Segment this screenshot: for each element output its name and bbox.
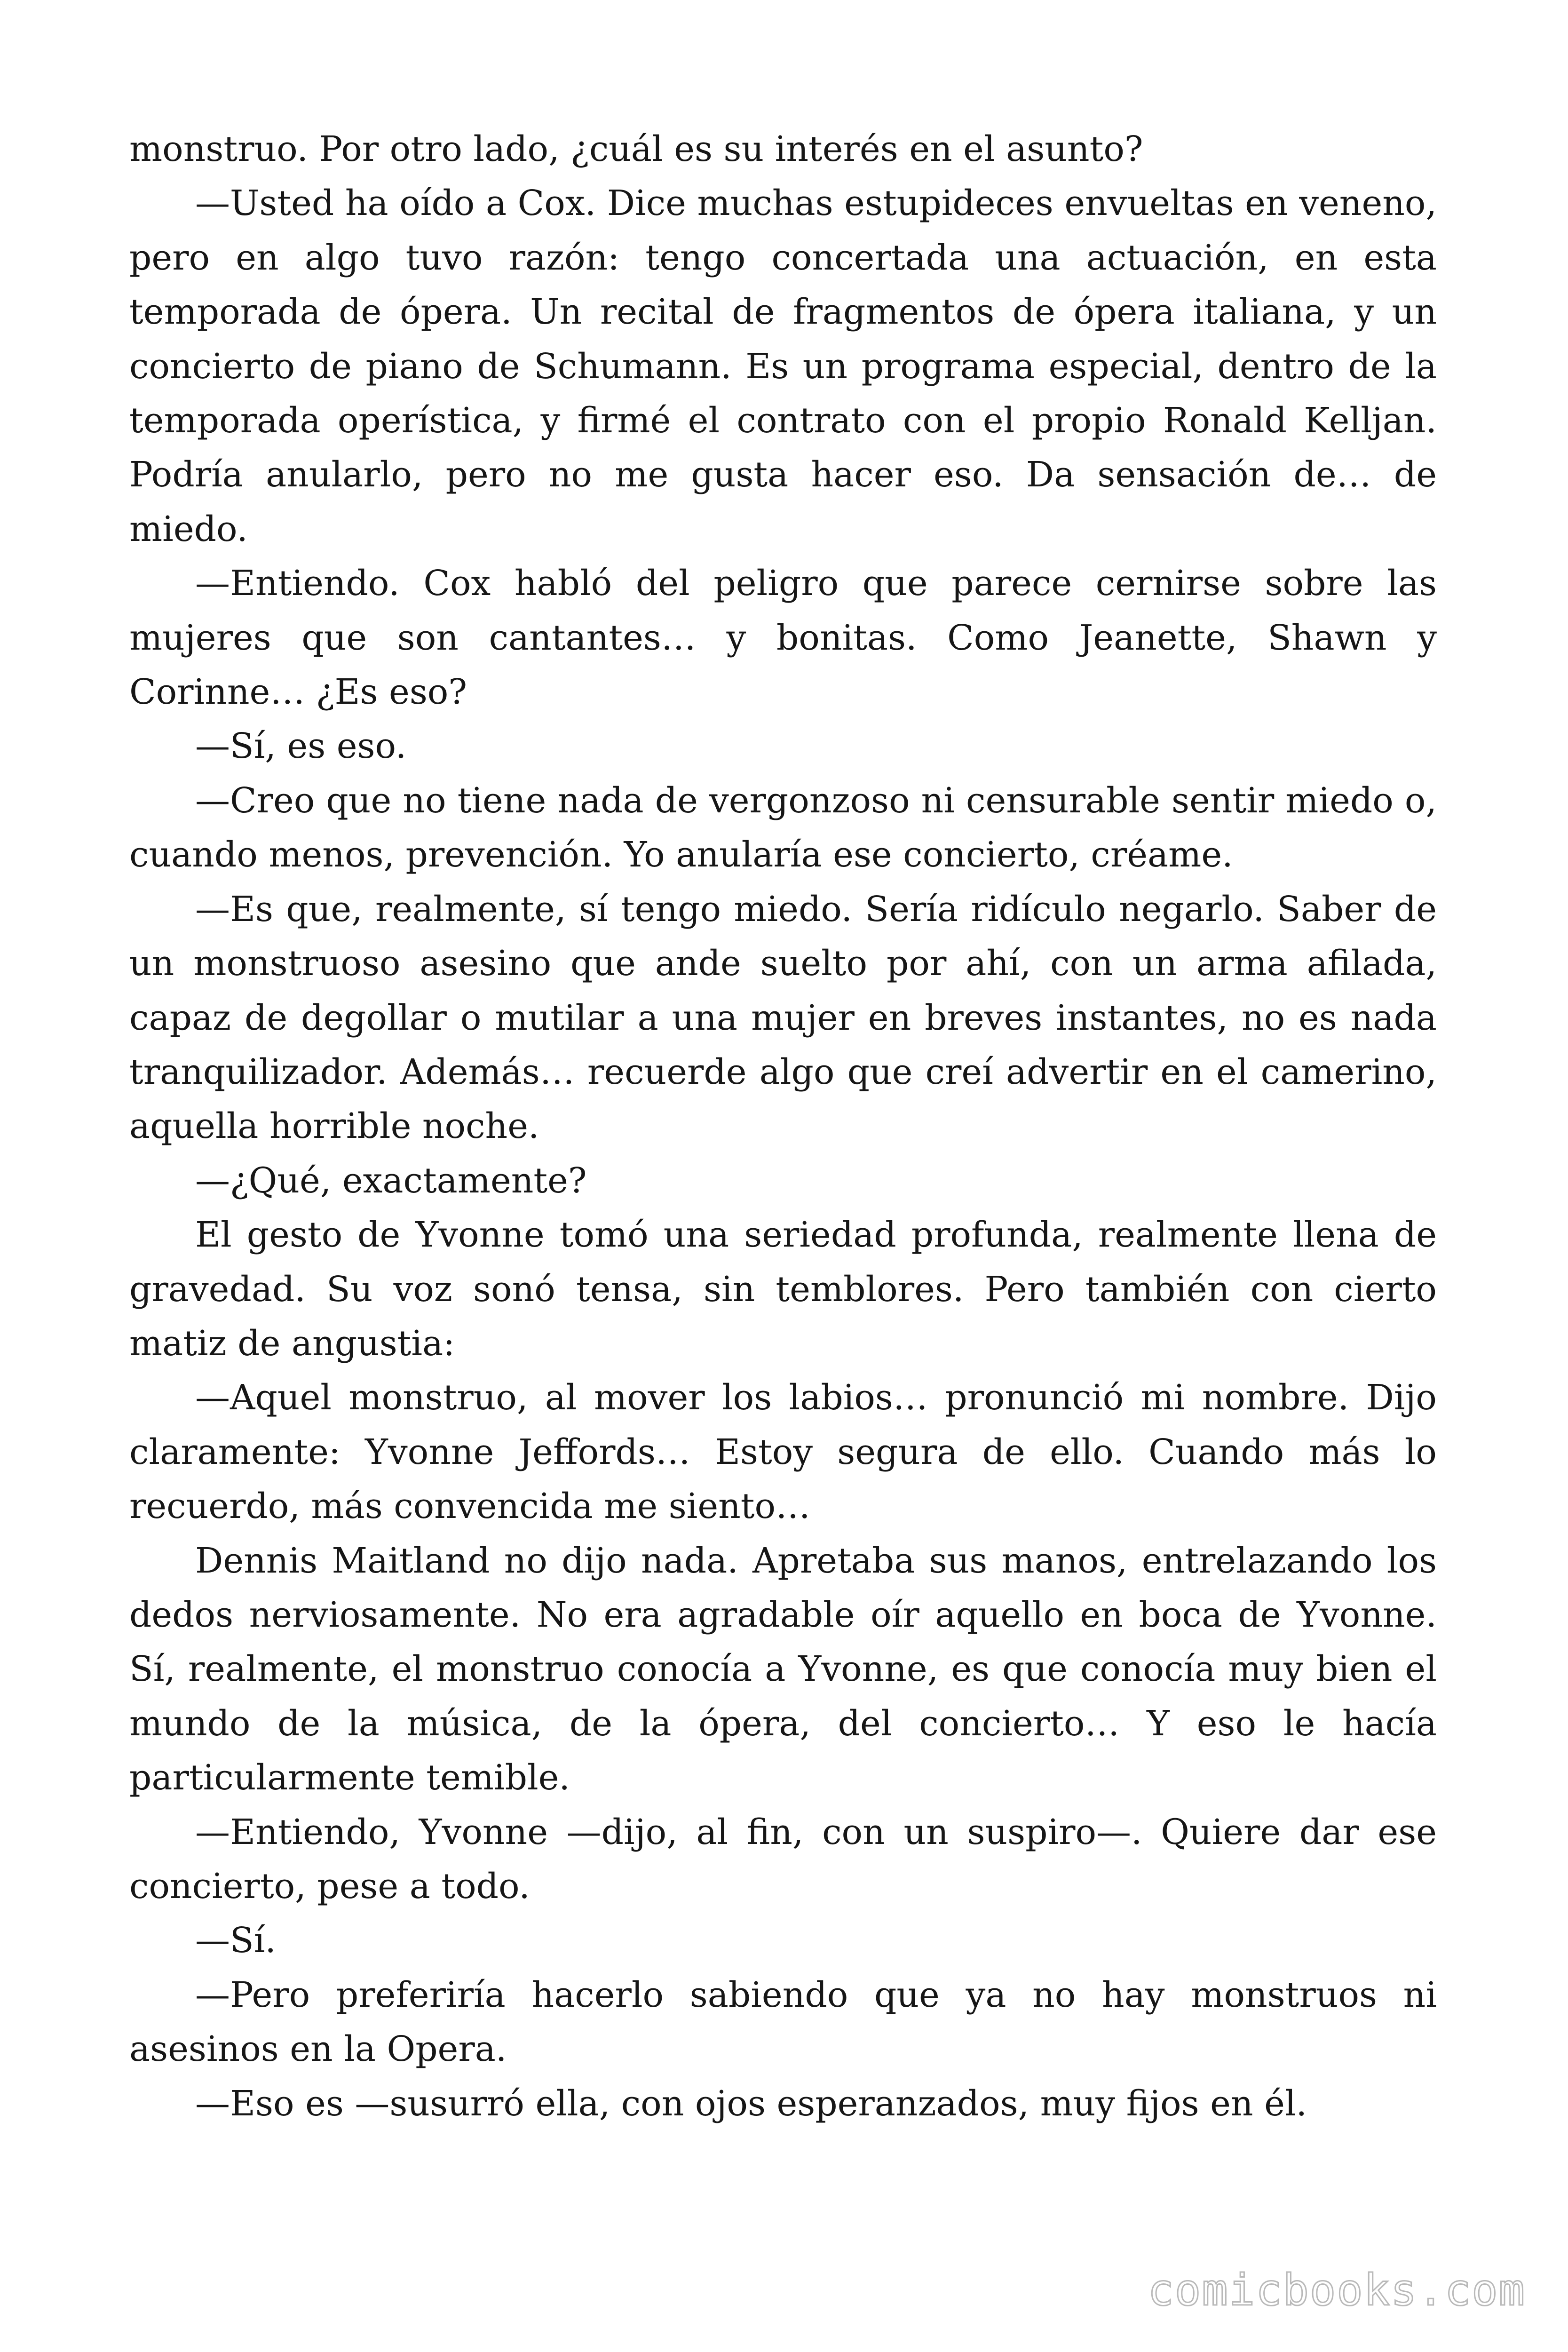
paragraph: —Es que, realmente, sí tengo miedo. Sería ridículo negarlo. Saber de un monstruoso asesino que ande suelto por ahí, con un arma afilada, capaz de degollar o mutilar a una mujer en breves instantes, no es nada tranquilizador. Además… recuerde algo que creí advertir en el camerino, aquella horrible noche.: [129, 889, 1437, 1147]
paragraph: —Aquel monstruo, al mover los labios… pronunció mi nombre. Dijo claramente: Yvonne Jeffords… Estoy segura de ello. Cuando más lo recuerdo, más convencida me siento…: [129, 1377, 1437, 1527]
paragraph: —Entiendo, Yvonne —dijo, al fin, con un suspiro—. Quiere dar ese concierto, pese a todo.: [129, 1812, 1437, 1907]
paragraph: El gesto de Yvonne tomó una seriedad profunda, realmente llena de gravedad. Su voz sonó tensa, sin temblores. Pero también con cierto matiz de angustia:: [129, 1215, 1437, 1364]
paragraph: Dennis Maitland no dijo nada. Apretaba sus manos, entrelazando los dedos nerviosamente. No era agradable oír aquello en boca de Yvonne. Sí, realmente, el monstruo conocía a Yvonne, es que conocía muy bien el mundo de la música, de la ópera, del concierto… Y eso le hacía particularmente temible.: [129, 1540, 1437, 1798]
paragraph: —Pero preferiría hacerlo sabiendo que ya no hay monstruos ni asesinos en la Opera.: [129, 1974, 1437, 2070]
paragraph: —Entiendo. Cox habló del peligro que parece cernirse sobre las mujeres que son cantantes… y bonitas. Como Jeanette, Shawn y Corinne… ¿Es eso?: [129, 563, 1437, 713]
paragraph: —Sí, es eso.: [195, 726, 407, 767]
book-page-text: [129, 122, 1437, 2131]
paragraph: —¿Qué, exactamente?: [195, 1160, 587, 1201]
watermark-text: comicbooks.com: [1148, 2265, 1526, 2315]
paragraph: —Creo que no tiene nada de vergonzoso ni censurable sentir miedo o, cuando menos, prevención. Yo anularía ese concierto, créame.: [129, 780, 1437, 875]
paragraph: —Eso es —susurró ella, con ojos esperanzados, muy fijos en él.: [195, 2083, 1307, 2124]
paragraph: —Usted ha oído a Cox. Dice muchas estupideces envueltas en veneno, pero en algo tuvo razón: tengo concertada una actuación, en esta temporada de ópera. Un recital de fragmentos de ópera italiana, y un concierto de piano de Schumann. Es un programa especial, dentro de la temporada operística, y firmé el contrato con el propio Ronald Kelljan. Podría anularlo, pero no me gusta hacer eso. Da sensación de… de miedo.: [129, 183, 1437, 549]
paragraph: —Sí.: [195, 1920, 276, 1961]
paragraph: monstruo. Por otro lado, ¿cuál es su interés en el asunto?: [129, 129, 1143, 169]
